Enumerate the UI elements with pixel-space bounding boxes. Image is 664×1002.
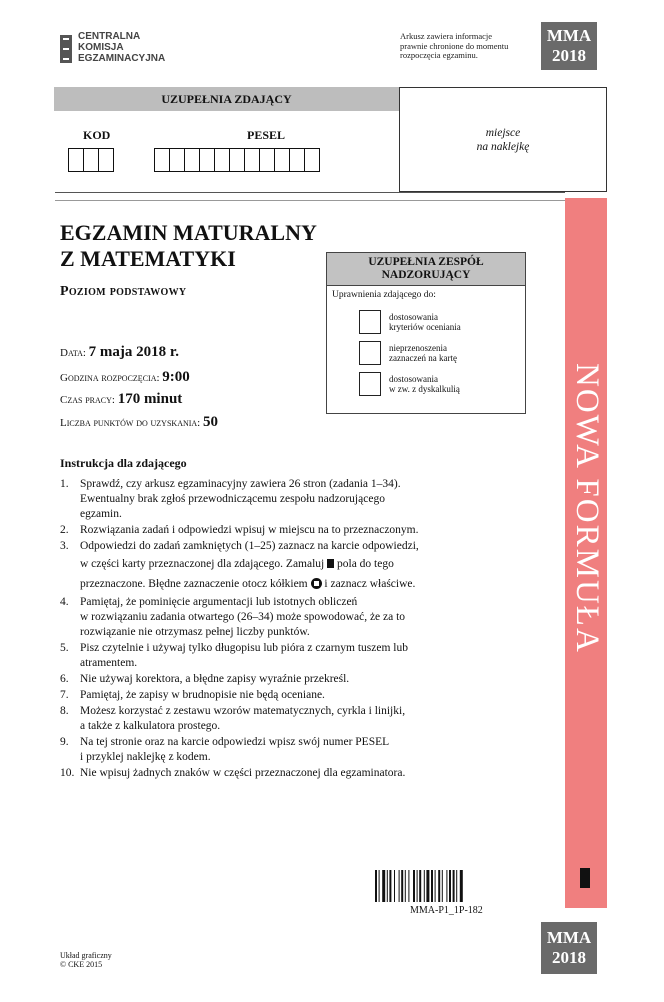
item-line: i zaznacz właściwe.	[324, 578, 416, 590]
item-line: przeznaczone. Błędne zaznaczenie otocz kółkiem	[80, 578, 308, 590]
supervisors-subheading: Uprawnienia zdającego do:	[332, 290, 436, 300]
digit-cell[interactable]	[274, 148, 290, 172]
logo-line: EGZAMINACYJNA	[78, 53, 166, 64]
item-line: Nie używaj korektora, a błędne zapisy wyraźnie przekreśl.	[80, 673, 350, 685]
item-line: Odpowiedzi do zadań zamkniętych (1–25) zaznacz na karcie odpowiedzi,	[80, 540, 419, 552]
instruction-item	[60, 539, 560, 594]
exam-title	[60, 220, 317, 272]
digit-cell[interactable]	[214, 148, 230, 172]
digit-cell[interactable]	[289, 148, 305, 172]
sticker-line: na naklejkę	[476, 140, 530, 153]
option-line: kryteriów oceniania	[389, 322, 461, 332]
checkbox-criteria[interactable]	[359, 310, 381, 334]
strip-text: NOWA FORMUŁA	[569, 363, 605, 654]
item-number: 4.	[60, 596, 69, 608]
instruction-item	[60, 766, 560, 781]
instruction-item	[60, 595, 560, 640]
item-line: w rozwiązaniu zadania otwartego (26–34) może spowodować, że za to	[80, 611, 406, 623]
title-line: Z MATEMATYKI	[60, 246, 236, 271]
item-line: Ewentualny brak zgłoś przewodniczącemu zespołu nadzorującego	[80, 493, 385, 505]
duration	[60, 391, 182, 408]
option-line: nieprzenoszenia	[389, 343, 447, 353]
footer-credit	[60, 951, 112, 969]
item-number: 2.	[60, 524, 69, 536]
item-number: 3.	[60, 540, 69, 552]
item-line: Pisz czytelnie i używaj tylko długopisu lub pióra z czarnym tuszem lub	[80, 642, 408, 654]
item-line: Sprawdź, czy arkusz egzaminacyjny zawiera 26 stron (zadania 1–34).	[80, 478, 401, 490]
digit-cell[interactable]	[83, 148, 99, 172]
option-line: dostosowania	[389, 312, 438, 322]
date-value: 7 maja 2018 r.	[88, 344, 179, 360]
divider	[55, 200, 565, 201]
instruction-item	[60, 477, 560, 522]
item-line: Rozwiązania zadań i odpowiedzi wpisuj w miejscu na to przeznaczonym.	[80, 524, 419, 536]
barcode-label: MMA-P1_1P-182	[410, 905, 483, 916]
instruction-item	[60, 641, 560, 671]
sticker-line: miejsce	[485, 126, 521, 139]
digit-cell[interactable]	[304, 148, 320, 172]
option-criteria	[389, 312, 461, 332]
filled-square-icon	[327, 559, 334, 568]
kod-field[interactable]	[69, 148, 114, 172]
pesel-label: PESEL	[247, 128, 286, 142]
item-line: Nie wpisuj żadnych znaków w części przeznaczonej dla egzaminatora.	[80, 767, 406, 779]
option-line: zaznaczeń na kartę	[389, 353, 457, 363]
digit-cell[interactable]	[229, 148, 245, 172]
exam-code-badge-top	[541, 22, 597, 70]
heading-line: NADZORUJĄCY	[381, 269, 471, 281]
start-value: 9:00	[162, 369, 190, 385]
item-number: 1.	[60, 478, 69, 490]
item-line: atramentem.	[80, 657, 138, 669]
option-line: w zw. z dyskalkulią	[389, 384, 460, 394]
candidate-band: UZUPEŁNIA ZDAJĄCY	[54, 87, 399, 111]
item-number: 7.	[60, 689, 69, 701]
duration-label: Czas pracy:	[60, 394, 115, 406]
footer-line: © CKE 2015	[60, 960, 103, 969]
institution-name	[78, 31, 165, 64]
instruction-item	[60, 523, 560, 538]
supervisors-box	[326, 252, 526, 414]
item-line: i przyklej naklejkę z kodem.	[80, 751, 211, 763]
confidentiality-notice	[400, 32, 525, 61]
exam-code: MMA	[546, 26, 592, 45]
exam-date	[60, 344, 179, 361]
item-line: Pamiętaj, że zapisy w brudnopisie nie będą oceniane.	[80, 689, 325, 701]
exam-year: 2018	[552, 46, 586, 65]
instructions-heading: Instrukcja dla zdającego	[60, 456, 187, 470]
item-line: pola do tego	[337, 558, 394, 570]
instruction-item	[60, 672, 560, 687]
digit-cell[interactable]	[154, 148, 170, 172]
option-no-transfer	[389, 343, 457, 363]
notice-line: Arkusz zawiera informacje	[400, 31, 493, 41]
supervisors-heading	[327, 253, 525, 286]
logo-line: CENTRALNA	[78, 31, 141, 42]
item-line: egzamin.	[80, 508, 122, 520]
sticker-area[interactable]	[399, 87, 607, 192]
checkbox-no-transfer[interactable]	[359, 341, 381, 365]
digit-cell[interactable]	[169, 148, 185, 172]
item-line: w części karty przeznaczonej dla zdającego. Zamaluj	[80, 558, 325, 570]
duration-value: 170 minut	[117, 391, 183, 407]
exam-level: Poziom podstawowy	[60, 284, 187, 299]
item-number: 9.	[60, 736, 69, 748]
digit-cell[interactable]	[259, 148, 275, 172]
kod-label: KOD	[83, 128, 111, 142]
digit-cell[interactable]	[244, 148, 260, 172]
max-points	[60, 414, 218, 431]
new-formula-strip	[565, 198, 607, 908]
strip-marker	[580, 868, 590, 888]
item-number: 8.	[60, 705, 69, 717]
cke-logo-icon	[60, 35, 72, 63]
divider	[55, 192, 565, 193]
item-line: Na tej stronie oraz na karcie odpowiedzi wpisz swój numer PESEL	[80, 736, 390, 748]
points-label: Liczba punktów do uzyskania:	[60, 417, 201, 429]
item-line: rozwiązanie nie otrzymasz pełnej liczby punktów.	[80, 626, 310, 638]
points-value: 50	[203, 414, 218, 430]
notice-line: prawnie chronione do momentu	[400, 40, 509, 51]
instruction-item	[60, 704, 560, 734]
heading-line: UZUPEŁNIA ZESPÓŁ	[368, 256, 484, 268]
title-line: EGZAMIN MATURALNY	[60, 220, 317, 245]
date-label: Data:	[60, 347, 86, 359]
item-number: 5.	[60, 642, 69, 654]
pesel-field[interactable]	[155, 148, 320, 172]
barcode-icon	[375, 870, 505, 902]
item-number: 10.	[60, 767, 75, 779]
exam-code: MMA	[546, 928, 592, 947]
item-line: Pamiętaj, że pominięcie argumentacji lub istotnych obliczeń	[80, 596, 358, 608]
exam-year: 2018	[552, 948, 586, 967]
instructions-list	[60, 477, 560, 782]
item-number: 6.	[60, 673, 69, 685]
footer-line: Układ graficzny	[60, 951, 112, 960]
checkbox-dyscalculia[interactable]	[359, 372, 381, 396]
item-line: Możesz korzystać z zestawu wzorów matematycznych, cyrkla i linijki,	[80, 705, 406, 717]
digit-cell[interactable]	[98, 148, 114, 172]
notice-line: rozpoczęcia egzaminu.	[400, 50, 478, 61]
start-label: Godzina rozpoczęcia:	[60, 372, 160, 384]
logo-line: KOMISJA	[78, 42, 124, 53]
item-line: a także z kalkulatora prostego.	[80, 720, 221, 732]
instruction-item	[60, 735, 560, 765]
circled-square-icon	[311, 578, 322, 589]
digit-cell[interactable]	[68, 148, 84, 172]
start-time	[60, 369, 190, 386]
option-line: dostosowania	[389, 374, 438, 384]
digit-cell[interactable]	[199, 148, 215, 172]
option-dyscalculia	[389, 374, 460, 394]
digit-cell[interactable]	[184, 148, 200, 172]
instruction-item	[60, 688, 560, 703]
exam-code-badge-bottom	[541, 922, 597, 974]
